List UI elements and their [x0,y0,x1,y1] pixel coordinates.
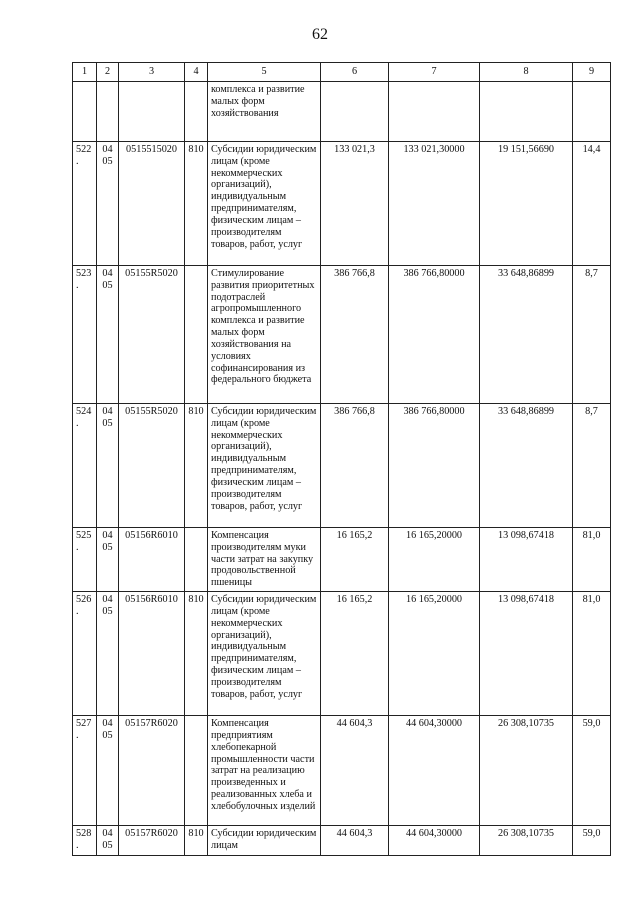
row-number: 525. [73,528,97,592]
row-number: 523. [73,266,97,404]
executed-amount: 13 098,67418 [480,592,573,716]
column-header: 1 [73,63,97,82]
item-name: Компенсация производителям муки части затрат на закупку продовольственной пшеницы [208,528,321,592]
planned-amount: 386 766,80000 [389,404,480,528]
column-header: 7 [389,63,480,82]
target-code [119,82,185,142]
column-header: 6 [321,63,389,82]
section-code: 0405 [97,592,119,716]
approved-amount: 44 604,3 [321,716,389,826]
execution-percent: 59,0 [573,826,611,856]
executed-amount: 19 151,56690 [480,142,573,266]
section-code: 0405 [97,826,119,856]
execution-percent: 14,4 [573,142,611,266]
planned-amount: 44 604,30000 [389,716,480,826]
target-code: 05157R6020 [119,716,185,826]
executed-amount [480,82,573,142]
approved-amount: 386 766,8 [321,266,389,404]
execution-percent: 8,7 [573,404,611,528]
budget-table [72,62,611,856]
executed-amount: 13 098,67418 [480,528,573,592]
execution-percent: 81,0 [573,528,611,592]
item-name: комплекса и развитие малых форм хозяйствования [208,82,321,142]
approved-amount: 16 165,2 [321,592,389,716]
section-code: 0405 [97,404,119,528]
expense-type [185,528,208,592]
approved-amount: 133 021,3 [321,142,389,266]
column-header: 8 [480,63,573,82]
executed-amount: 26 308,10735 [480,716,573,826]
section-code: 0405 [97,528,119,592]
row-number: 528. [73,826,97,856]
table-row [73,266,611,404]
planned-amount [389,82,480,142]
item-name: Субсидии юридическим лицам (кроме некоммерческих организаций), индивидуальным предпринимателям, физическим лицам – производителям товаров, работ, услуг [208,592,321,716]
execution-percent [573,82,611,142]
row-number: 522. [73,142,97,266]
expense-type: 810 [185,826,208,856]
section-code: 0405 [97,266,119,404]
row-number [73,82,97,142]
planned-amount: 133 021,30000 [389,142,480,266]
section-code: 0405 [97,142,119,266]
approved-amount: 386 766,8 [321,404,389,528]
table-row [73,716,611,826]
target-code: 05156R6010 [119,592,185,716]
approved-amount: 44 604,3 [321,826,389,856]
target-code: 05157R6020 [119,826,185,856]
item-name: Субсидии юридическим лицам (кроме некоммерческих организаций), индивидуальным предпринимателям, физическим лицам – производителям товаров, работ, услуг [208,142,321,266]
table-row [73,592,611,716]
execution-percent: 81,0 [573,592,611,716]
target-code: 05155R5020 [119,404,185,528]
table-row [73,826,611,856]
planned-amount: 386 766,80000 [389,266,480,404]
execution-percent: 8,7 [573,266,611,404]
column-header: 5 [208,63,321,82]
table-row [73,528,611,592]
expense-type: 810 [185,592,208,716]
column-header: 4 [185,63,208,82]
planned-amount: 16 165,20000 [389,592,480,716]
target-code: 05155R5020 [119,266,185,404]
execution-percent: 59,0 [573,716,611,826]
column-header: 3 [119,63,185,82]
target-code: 05156R6010 [119,528,185,592]
table-row [73,142,611,266]
executed-amount: 33 648,86899 [480,404,573,528]
executed-amount: 33 648,86899 [480,266,573,404]
item-name: Субсидии юридическим лицам [208,826,321,856]
expense-type [185,82,208,142]
row-number: 526. [73,592,97,716]
planned-amount: 16 165,20000 [389,528,480,592]
table-row [73,82,611,142]
table-row [73,404,611,528]
column-header: 2 [97,63,119,82]
item-name: Компенсация предприятиям хлебопекарной промышленности части затрат на реализацию произведенных и реализованных хлеба и хлебобулочных изделий [208,716,321,826]
expense-type: 810 [185,404,208,528]
expense-type [185,716,208,826]
approved-amount: 16 165,2 [321,528,389,592]
section-code: 0405 [97,716,119,826]
table-header-row [73,63,611,82]
item-name: Стимулирование развития приоритетных подотраслей агропромышленного комплекса и развитие малых форм хозяйствования на условиях софинансирования из федерального бюджета [208,266,321,404]
item-name: Субсидии юридическим лицам (кроме некоммерческих организаций), индивидуальным предпринимателям, физическим лицам – производителям товаров, работ, услуг [208,404,321,528]
page-number: 62 [312,26,328,43]
row-number: 527. [73,716,97,826]
column-header: 9 [573,63,611,82]
target-code: 0515515020 [119,142,185,266]
expense-type: 810 [185,142,208,266]
row-number: 524. [73,404,97,528]
section-code [97,82,119,142]
approved-amount [321,82,389,142]
expense-type [185,266,208,404]
executed-amount: 26 308,10735 [480,826,573,856]
planned-amount: 44 604,30000 [389,826,480,856]
